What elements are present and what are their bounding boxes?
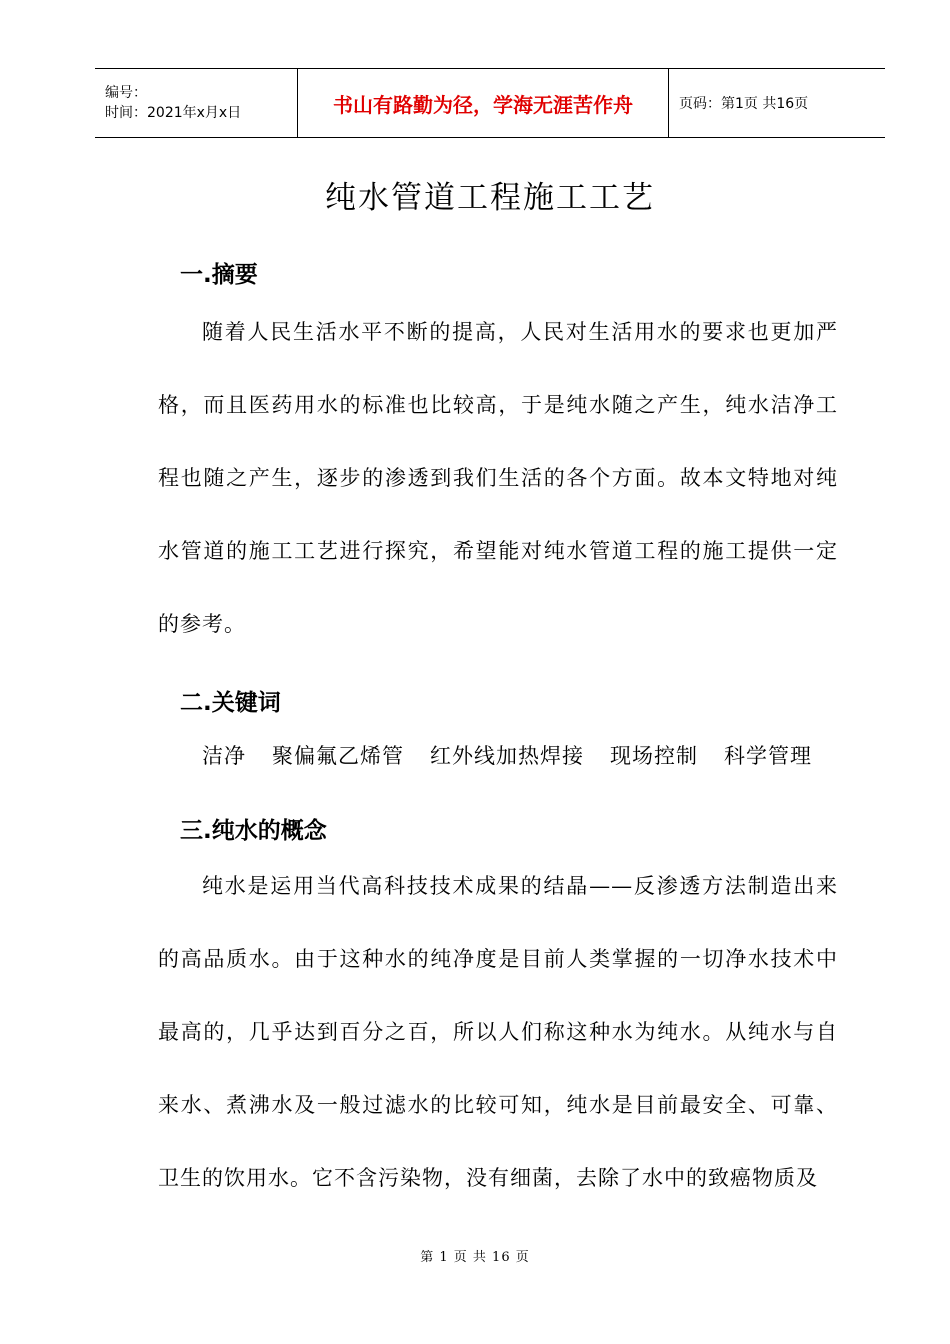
time-label: 时间：2021年x月x日 (105, 105, 242, 121)
section-heading-keywords: 二.关键词 (180, 690, 281, 716)
keyword-item: 红外线加热焊接 (430, 744, 584, 768)
page-header (95, 68, 885, 138)
header-page (669, 69, 885, 137)
number-label: 编号： (105, 85, 147, 101)
keyword-item: 科学管理 (724, 744, 812, 768)
keywords-list (202, 740, 812, 770)
section-heading-abstract: 一.摘要 (180, 262, 258, 288)
motto-text: 书山有路勤为径，学海无涯苦作舟 (333, 92, 633, 117)
concept-paragraph: 纯水是运用当代高科技技术成果的结晶——反渗透方法制造出来的高品质水。由于这种水的纯净度是目前人类掌握的一切净水技术中最高的，几乎达到百分之百，所以人们称这种水为纯水。从纯水与自来水、煮沸水及一般过滤水的比较可知，纯水是目前最安全、可靠、卫生的饮用水。它不含污染物，没有细菌，去除了水中的致癌物质及 (158, 874, 838, 1190)
section-heading-concept: 三.纯水的概念 (180, 818, 327, 844)
document-title: 纯水管道工程施工工艺 (325, 180, 655, 216)
header-motto (297, 69, 669, 137)
header-meta (95, 69, 297, 137)
page-footer: 第 1 页 共 16 页 (420, 1250, 530, 1265)
keyword-item: 现场控制 (610, 744, 698, 768)
abstract-paragraph: 随着人民生活水平不断的提高，人民对生活用水的要求也更加严格，而且医药用水的标准也比较高，于是纯水随之产生，纯水洁净工程也随之产生，逐步的渗透到我们生活的各个方面。故本文特地对纯水管道的施工工艺进行探究，希望能对纯水管道工程的施工提供一定的参考。 (158, 320, 838, 636)
page-label: 页码：第1页 共16页 (679, 96, 809, 112)
keyword-item: 洁净 (202, 744, 246, 768)
keyword-item: 聚偏氟乙烯管 (272, 744, 404, 768)
